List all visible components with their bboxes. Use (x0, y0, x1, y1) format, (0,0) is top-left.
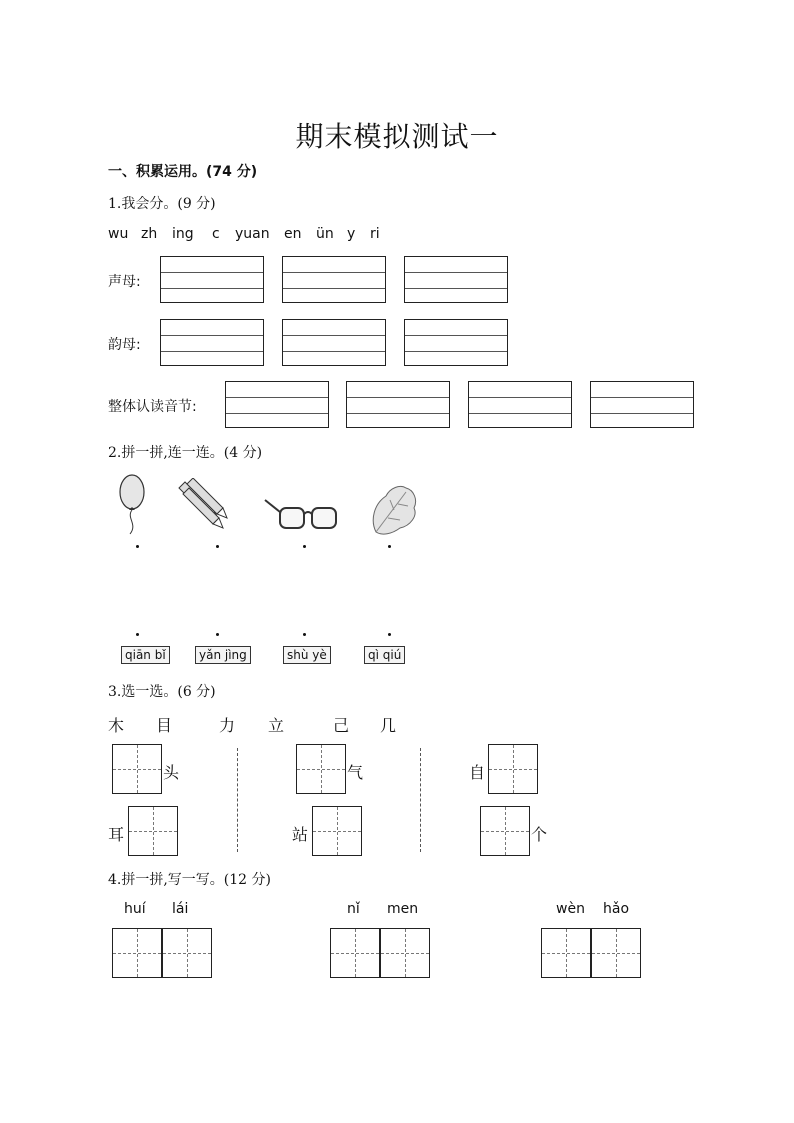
writing-box-zhengti-3[interactable] (468, 381, 572, 428)
match-dot-bottom[interactable] (136, 633, 139, 636)
pinyin: men (387, 901, 419, 917)
word-char: 头 (163, 763, 180, 782)
answer-grid[interactable] (162, 928, 212, 978)
match-dot-top[interactable] (216, 545, 219, 548)
pinyin: wèn (556, 901, 585, 917)
answer-grid[interactable] (296, 744, 346, 794)
word-char: 自 (469, 763, 486, 782)
pinyin-card: yǎn jìng (195, 646, 251, 664)
choice-char: 几 (380, 716, 397, 735)
yunmu-label: 韵母: (108, 337, 141, 353)
page-title: 期末模拟测试一 (295, 120, 499, 153)
answer-grid[interactable] (480, 806, 530, 856)
answer-grid[interactable] (112, 928, 162, 978)
syllable: c (212, 226, 220, 242)
choice-char: 目 (156, 716, 173, 735)
syllable: ün (316, 226, 334, 242)
word-char: 耳 (108, 825, 125, 844)
shengmu-label: 声母: (108, 274, 141, 290)
answer-grid[interactable] (128, 806, 178, 856)
zhengti-label: 整体认读音节: (108, 399, 197, 415)
word-char: 个 (531, 825, 548, 844)
question-1-prompt: 1.我会分。(9 分) (108, 196, 216, 212)
choice-char: 木 (108, 716, 125, 735)
writing-box-zhengti-2[interactable] (346, 381, 450, 428)
divider (237, 748, 238, 852)
answer-grid[interactable] (488, 744, 538, 794)
syllable: en (284, 226, 302, 242)
writing-box-zhengti-1[interactable] (225, 381, 329, 428)
answer-grid[interactable] (541, 928, 591, 978)
writing-box-yunmu-3[interactable] (404, 319, 508, 366)
match-dot-bottom[interactable] (216, 633, 219, 636)
writing-box-yunmu-1[interactable] (160, 319, 264, 366)
divider (420, 748, 421, 852)
pinyin: lái (172, 901, 189, 917)
syllable: yuan (235, 226, 270, 242)
answer-grid[interactable] (330, 928, 380, 978)
balloon-icon (112, 472, 152, 542)
pinyin-card: qì qiú (364, 646, 405, 664)
question-2-prompt: 2.拼一拼,连一连。(4 分) (108, 445, 263, 461)
writing-box-shengmu-2[interactable] (282, 256, 386, 303)
choice-char: 己 (333, 716, 350, 735)
leaf-icon (366, 482, 422, 538)
pinyin-card: qiān bǐ (121, 646, 170, 664)
syllable: ri (370, 226, 380, 242)
pinyin: hǎo (603, 901, 630, 917)
match-dot-top[interactable] (388, 545, 391, 548)
section-heading: 一、积累运用。(74 分) (108, 164, 258, 180)
pinyin: huí (124, 901, 146, 917)
question-3-prompt: 3.选一选。(6 分) (108, 684, 216, 700)
pinyin-card: shù yè (283, 646, 331, 664)
match-dot-bottom[interactable] (388, 633, 391, 636)
glasses-icon (262, 494, 342, 534)
choice-char: 立 (268, 716, 285, 735)
match-dot-top[interactable] (136, 545, 139, 548)
question-4-prompt: 4.拼一拼,写一写。(12 分) (108, 872, 271, 888)
answer-grid[interactable] (591, 928, 641, 978)
pinyin: nǐ (347, 901, 360, 917)
word-char: 站 (292, 825, 309, 844)
word-char: 气 (347, 763, 364, 782)
syllable: wu (108, 226, 129, 242)
match-dot-bottom[interactable] (303, 633, 306, 636)
answer-grid[interactable] (112, 744, 162, 794)
syllable: y (347, 226, 356, 242)
writing-box-zhengti-4[interactable] (590, 381, 694, 428)
writing-box-shengmu-1[interactable] (160, 256, 264, 303)
writing-box-yunmu-2[interactable] (282, 319, 386, 366)
writing-box-shengmu-3[interactable] (404, 256, 508, 303)
answer-grid[interactable] (312, 806, 362, 856)
syllable: zh (141, 226, 158, 242)
pencils-icon (175, 478, 235, 533)
syllable: ing (172, 226, 194, 242)
answer-grid[interactable] (380, 928, 430, 978)
match-dot-top[interactable] (303, 545, 306, 548)
choice-char: 力 (219, 716, 236, 735)
